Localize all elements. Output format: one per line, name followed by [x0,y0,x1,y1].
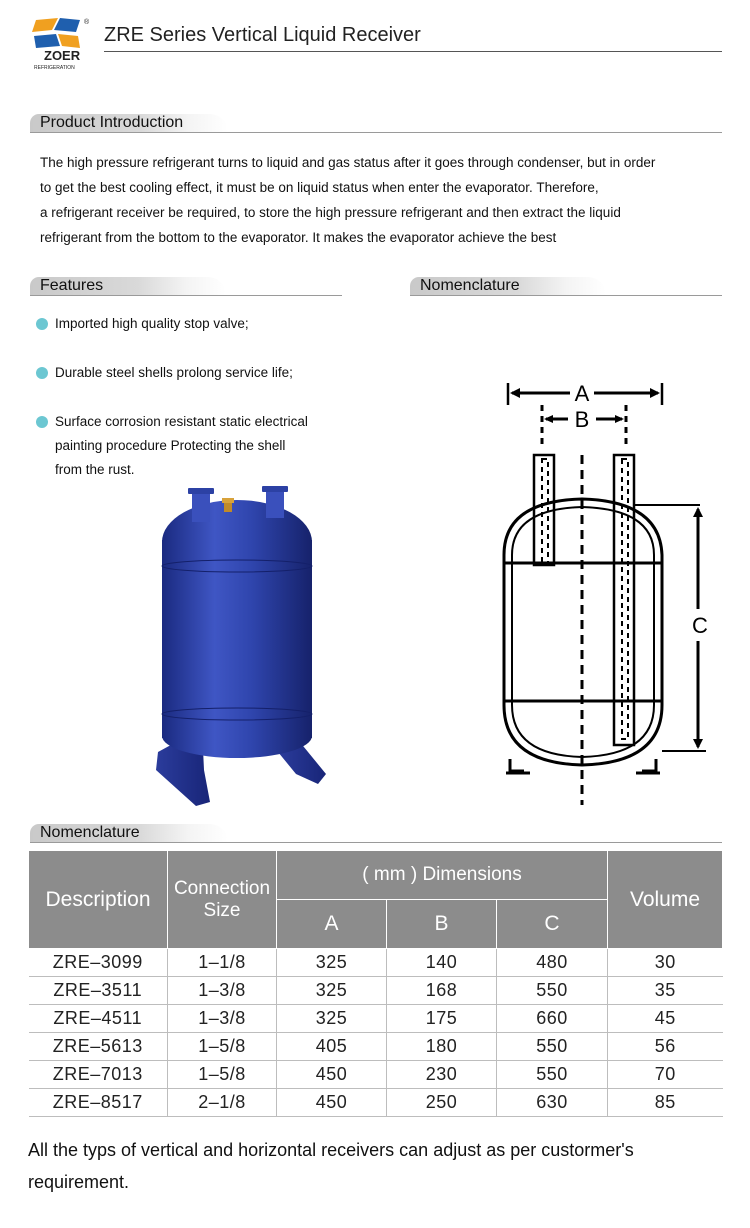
cell-volume: 85 [608,1089,723,1117]
section-tab-features [30,277,226,295]
intro-line: The high pressure refrigerant turns to liquid and gas status after it goes through condenser, but in order [40,155,656,170]
section-heading: Nomenclature [420,277,520,294]
feature-text: Surface corrosion resistant static electrical [55,414,308,429]
intro-line: refrigerant from the bottom to the evaporator. It makes the evaporator achieve the best [40,230,557,245]
cell-connection-size: 1–1/8 [168,949,277,977]
logo-brand: ZOER [44,48,81,63]
cell-dim-b: 140 [387,949,497,977]
bullet-dot-icon [36,318,48,330]
cell-dim-b: 175 [387,1005,497,1033]
section-heading: Nomenclature [40,824,140,841]
cell-volume: 35 [608,977,723,1005]
page-title: ZRE Series Vertical Liquid Receiver [104,24,421,46]
dimension-label-b: B [574,407,590,432]
section-divider [30,132,722,133]
section-tab-product-introduction [30,114,228,132]
intro-line: to get the best cooling effect, it must be on liquid status when enter the evaporator. Therefore, [40,180,599,195]
cell-dim-c: 550 [497,1033,608,1061]
receiver-diagram-drawing [490,375,730,807]
cell-dim-c: 630 [497,1089,608,1117]
table-row [29,977,723,1005]
logo-tagline: REFRIGERATION [34,65,75,71]
feature-text: from the rust. [55,462,135,477]
cell-volume: 70 [608,1061,723,1089]
column-header-connection-line: Connection [173,877,271,899]
specification-table [28,850,723,1117]
column-header-volume: Volume [608,851,723,949]
column-header-c: C [497,900,608,949]
column-header-connection-size [168,851,277,949]
column-header-description: Description [29,851,168,949]
table-body [29,949,723,1117]
cell-dim-c: 660 [497,1005,608,1033]
intro-paragraph [40,150,720,250]
footer-note [28,1134,728,1198]
cell-dim-a: 450 [277,1061,387,1089]
column-header-a: A [277,900,387,949]
table-row [29,1005,723,1033]
cell-dim-a: 405 [277,1033,387,1061]
section-heading: Product Introduction [40,114,184,131]
cell-dim-a: 325 [277,949,387,977]
cell-connection-size: 1–5/8 [168,1033,277,1061]
cell-volume: 56 [608,1033,723,1061]
feature-text: Imported high quality stop valve; [55,316,249,331]
section-tab-nomenclature-table [30,824,228,842]
footer-line: requirement. [28,1172,130,1192]
cell-volume: 30 [608,949,723,977]
cell-dim-b: 230 [387,1061,497,1089]
cell-dim-b: 250 [387,1089,497,1117]
table-row [29,1033,723,1061]
bullet-dot-icon [36,367,48,379]
logo-registered: ® [84,19,90,26]
cell-volume: 45 [608,1005,723,1033]
cell-connection-size: 2–1/8 [168,1089,277,1117]
cell-connection-size: 1–3/8 [168,1005,277,1033]
table-row [29,1089,723,1117]
receiver-tank-icon [150,484,330,812]
feature-text: Durable steel shells prolong service life; [55,365,293,380]
bullet-dot-icon [36,416,48,428]
feature-text: painting procedure Protecting the shell [55,438,286,453]
cell-description: ZRE–8517 [29,1089,168,1117]
table-row [29,949,723,977]
cell-description: ZRE–3099 [29,949,168,977]
table-row [29,1061,723,1089]
cell-description: ZRE–3511 [29,977,168,1005]
receiver-tank-image [150,484,330,812]
cell-dim-b: 168 [387,977,497,1005]
section-heading: Features [40,277,104,294]
footer-line: All the typs of vertical and horizontal receivers can adjust as per custormer's [28,1140,634,1160]
cell-dim-b: 180 [387,1033,497,1061]
dimension-label-c: C [692,613,708,638]
zoer-logo-mark-icon [30,14,94,72]
dimension-label-a: A [574,381,590,406]
section-divider [410,295,722,296]
section-divider [30,295,342,296]
section-divider [30,842,722,843]
cell-dim-a: 450 [277,1089,387,1117]
receiver-dimension-diagram [490,375,730,807]
intro-line: a refrigerant receiver be required, to store the high pressure refrigerant and then extract the liquid [40,205,621,220]
section-tab-nomenclature [410,277,606,295]
cell-connection-size: 1–3/8 [168,977,277,1005]
cell-description: ZRE–5613 [29,1033,168,1061]
title-divider [104,51,722,52]
zoer-logo [30,14,94,72]
column-header-dimensions: ( mm ) Dimensions [277,851,608,900]
cell-description: ZRE–7013 [29,1061,168,1089]
cell-dim-a: 325 [277,977,387,1005]
column-header-size-line: Size [203,899,241,921]
cell-description: ZRE–4511 [29,1005,168,1033]
cell-dim-c: 480 [497,949,608,977]
column-header-b: B [387,900,497,949]
cell-dim-c: 550 [497,977,608,1005]
cell-dim-c: 550 [497,1061,608,1089]
cell-connection-size: 1–5/8 [168,1061,277,1089]
cell-dim-a: 325 [277,1005,387,1033]
